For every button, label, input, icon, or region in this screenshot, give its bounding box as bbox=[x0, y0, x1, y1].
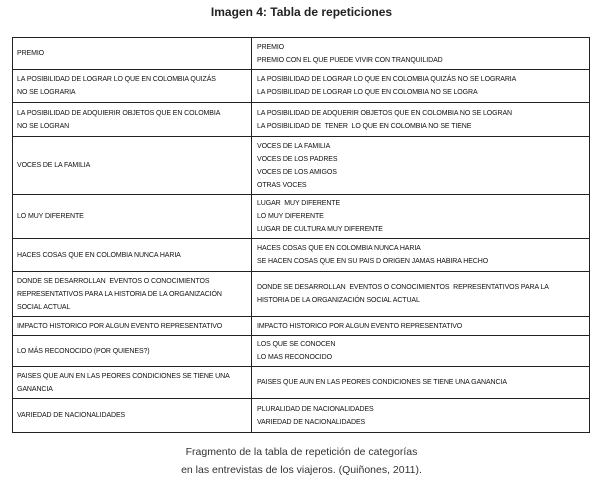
category-cell bbox=[13, 367, 252, 398]
cell-line: PREMIO bbox=[17, 50, 45, 57]
cell-line: NO SE LOGRARIA bbox=[17, 89, 76, 96]
cell-line: VOCES DE LOS PADRES bbox=[257, 155, 338, 163]
repetition-cell bbox=[252, 195, 589, 238]
cell-line: LOS QUE SE CONOCEN bbox=[257, 341, 336, 348]
table-row bbox=[13, 399, 589, 432]
cell-line: LA POSIBILIDAD DE ADQUIERIR OBJETOS QUE EN COLOMBIA bbox=[17, 109, 221, 117]
cell-line: LO MUY DIFERENTE bbox=[257, 213, 324, 220]
cell-line: LA POSIBILIDAD DE LOGRAR LO QUE EN COLOMBIA QUIZÁS NO SE LOGRARIA bbox=[257, 76, 517, 83]
caption-line: en las entrevistas de los viajeros. (Quiñones, 2011). bbox=[181, 464, 422, 476]
repetition-table bbox=[12, 37, 590, 433]
repetition-cell bbox=[252, 399, 589, 432]
table-row bbox=[13, 137, 589, 195]
cell-line: PREMIO CON EL QUE PUEDE VIVIR CON TRANQUILIDAD bbox=[257, 56, 443, 64]
category-cell bbox=[13, 70, 252, 102]
cell-line: HACES COSAS QUE EN COLOMBIA NUNCA HARIA bbox=[17, 251, 181, 259]
category-cell bbox=[13, 137, 252, 194]
cell-line: OTRAS VOCES bbox=[257, 181, 307, 189]
table-row bbox=[13, 367, 589, 399]
cell-line: LUGAR DE CULTURA MUY DIFERENTE bbox=[257, 226, 383, 233]
cell-line: IMPACTO HISTORICO POR ALGUN EVENTO REPRESENTATIVO bbox=[17, 322, 223, 330]
table-row bbox=[13, 317, 589, 336]
repetition-cell bbox=[252, 70, 589, 102]
cell-line: PAISES QUE AUN EN LAS PEORES CONDICIONES SE TIENE UNA GANANCIA bbox=[257, 379, 507, 386]
repetition-cell bbox=[252, 317, 589, 335]
cell-line: VARIEDAD DE NACIONALIDADES bbox=[257, 418, 366, 426]
repetition-cell bbox=[252, 137, 589, 194]
repetition-cell bbox=[252, 239, 589, 271]
category-cell bbox=[13, 38, 252, 69]
cell-line: DONDE SE DESARROLLAN EVENTOS O CONOCIMIENTOS REPRESENTATIVOS PARA LA bbox=[257, 284, 549, 291]
category-cell bbox=[13, 239, 252, 271]
caption-line: Fragmento de la tabla de repetición de categorías bbox=[185, 446, 418, 458]
cell-line: SOCIAL ACTUAL bbox=[17, 303, 71, 311]
cell-line: LA POSIBILIDAD DE TENER LO QUE EN COLOMBIA NO SE TIENE bbox=[257, 122, 472, 130]
cell-line: LA POSIBILIDAD DE ADQUERIR OBJETOS QUE EN COLOMBIA NO SE LOGRAN bbox=[257, 109, 512, 117]
category-cell bbox=[13, 195, 252, 238]
cell-line: LO MÁS RECONOCIDO (POR QUIENES?) bbox=[17, 347, 150, 355]
repetition-cell bbox=[252, 336, 589, 366]
table-row bbox=[13, 103, 589, 137]
cell-line: VOCES DE LOS AMIGOS bbox=[257, 168, 337, 176]
cell-line: PLURALIDAD DE NACIONALIDADES bbox=[257, 405, 374, 413]
cell-line: DONDE SE DESARROLLAN EVENTOS O CONOCIMIENTOS bbox=[17, 277, 210, 285]
cell-line: HACES COSAS QUE EN COLOMBIA NUNCA HARIA bbox=[257, 245, 421, 252]
cell-line: PREMIO bbox=[257, 43, 285, 51]
cell-line: GANANCIA bbox=[17, 385, 53, 393]
cell-line: REPRESENTATIVOS PARA LA HISTORIA DE LA ORGANIZACIÓN bbox=[17, 290, 222, 298]
page-title: Imagen 4: Tabla de repeticiones bbox=[210, 5, 393, 19]
table-row bbox=[13, 70, 589, 103]
category-cell bbox=[13, 103, 252, 136]
cell-line: SE HACEN COSAS QUE EN SU PAIS D ORIGEN JAMAS HABIRA HECHO bbox=[257, 258, 489, 265]
cell-line: LA POSIBILIDAD DE LOGRAR LO QUE EN COLOMBIA NO SE LOGRA bbox=[257, 89, 478, 96]
category-cell bbox=[13, 272, 252, 316]
cell-line: LA POSIBILIDAD DE LOGRAR LO QUE EN COLOMBIA QUIZÁS bbox=[17, 76, 216, 83]
table-row bbox=[13, 239, 589, 272]
table-row bbox=[13, 195, 589, 239]
table-row bbox=[13, 336, 589, 367]
category-cell bbox=[13, 336, 252, 366]
cell-line: LO MUY DIFERENTE bbox=[17, 213, 84, 220]
category-cell bbox=[13, 317, 252, 335]
repetition-cell bbox=[252, 272, 589, 316]
cell-line: PAISES QUE AUN EN LAS PEORES CONDICIONES SE TIENE UNA bbox=[17, 372, 230, 380]
cell-line: VOCES DE LA FAMILIA bbox=[257, 142, 331, 150]
category-cell bbox=[13, 399, 252, 432]
cell-line: IMPACTO HISTORICO POR ALGUN EVENTO REPRESENTATIVO bbox=[257, 322, 463, 330]
repetition-cell bbox=[252, 38, 589, 69]
repetition-cell bbox=[252, 103, 589, 136]
cell-line: LO MAS RECONOCIDO bbox=[257, 354, 332, 361]
cell-line: NO SE LOGRAN bbox=[17, 122, 70, 130]
cell-line: LUGAR MUY DIFERENTE bbox=[257, 200, 341, 207]
cell-line: VOCES DE LA FAMILIA bbox=[17, 162, 91, 169]
cell-line: VARIEDAD DE NACIONALIDADES bbox=[17, 412, 126, 419]
table-row bbox=[13, 38, 589, 70]
figure-caption bbox=[0, 443, 603, 479]
repetition-cell bbox=[252, 367, 589, 398]
table-row bbox=[13, 272, 589, 317]
cell-line: HISTORIA DE LA ORGANIZACIÓN SOCIAL ACTUAL bbox=[257, 297, 420, 304]
